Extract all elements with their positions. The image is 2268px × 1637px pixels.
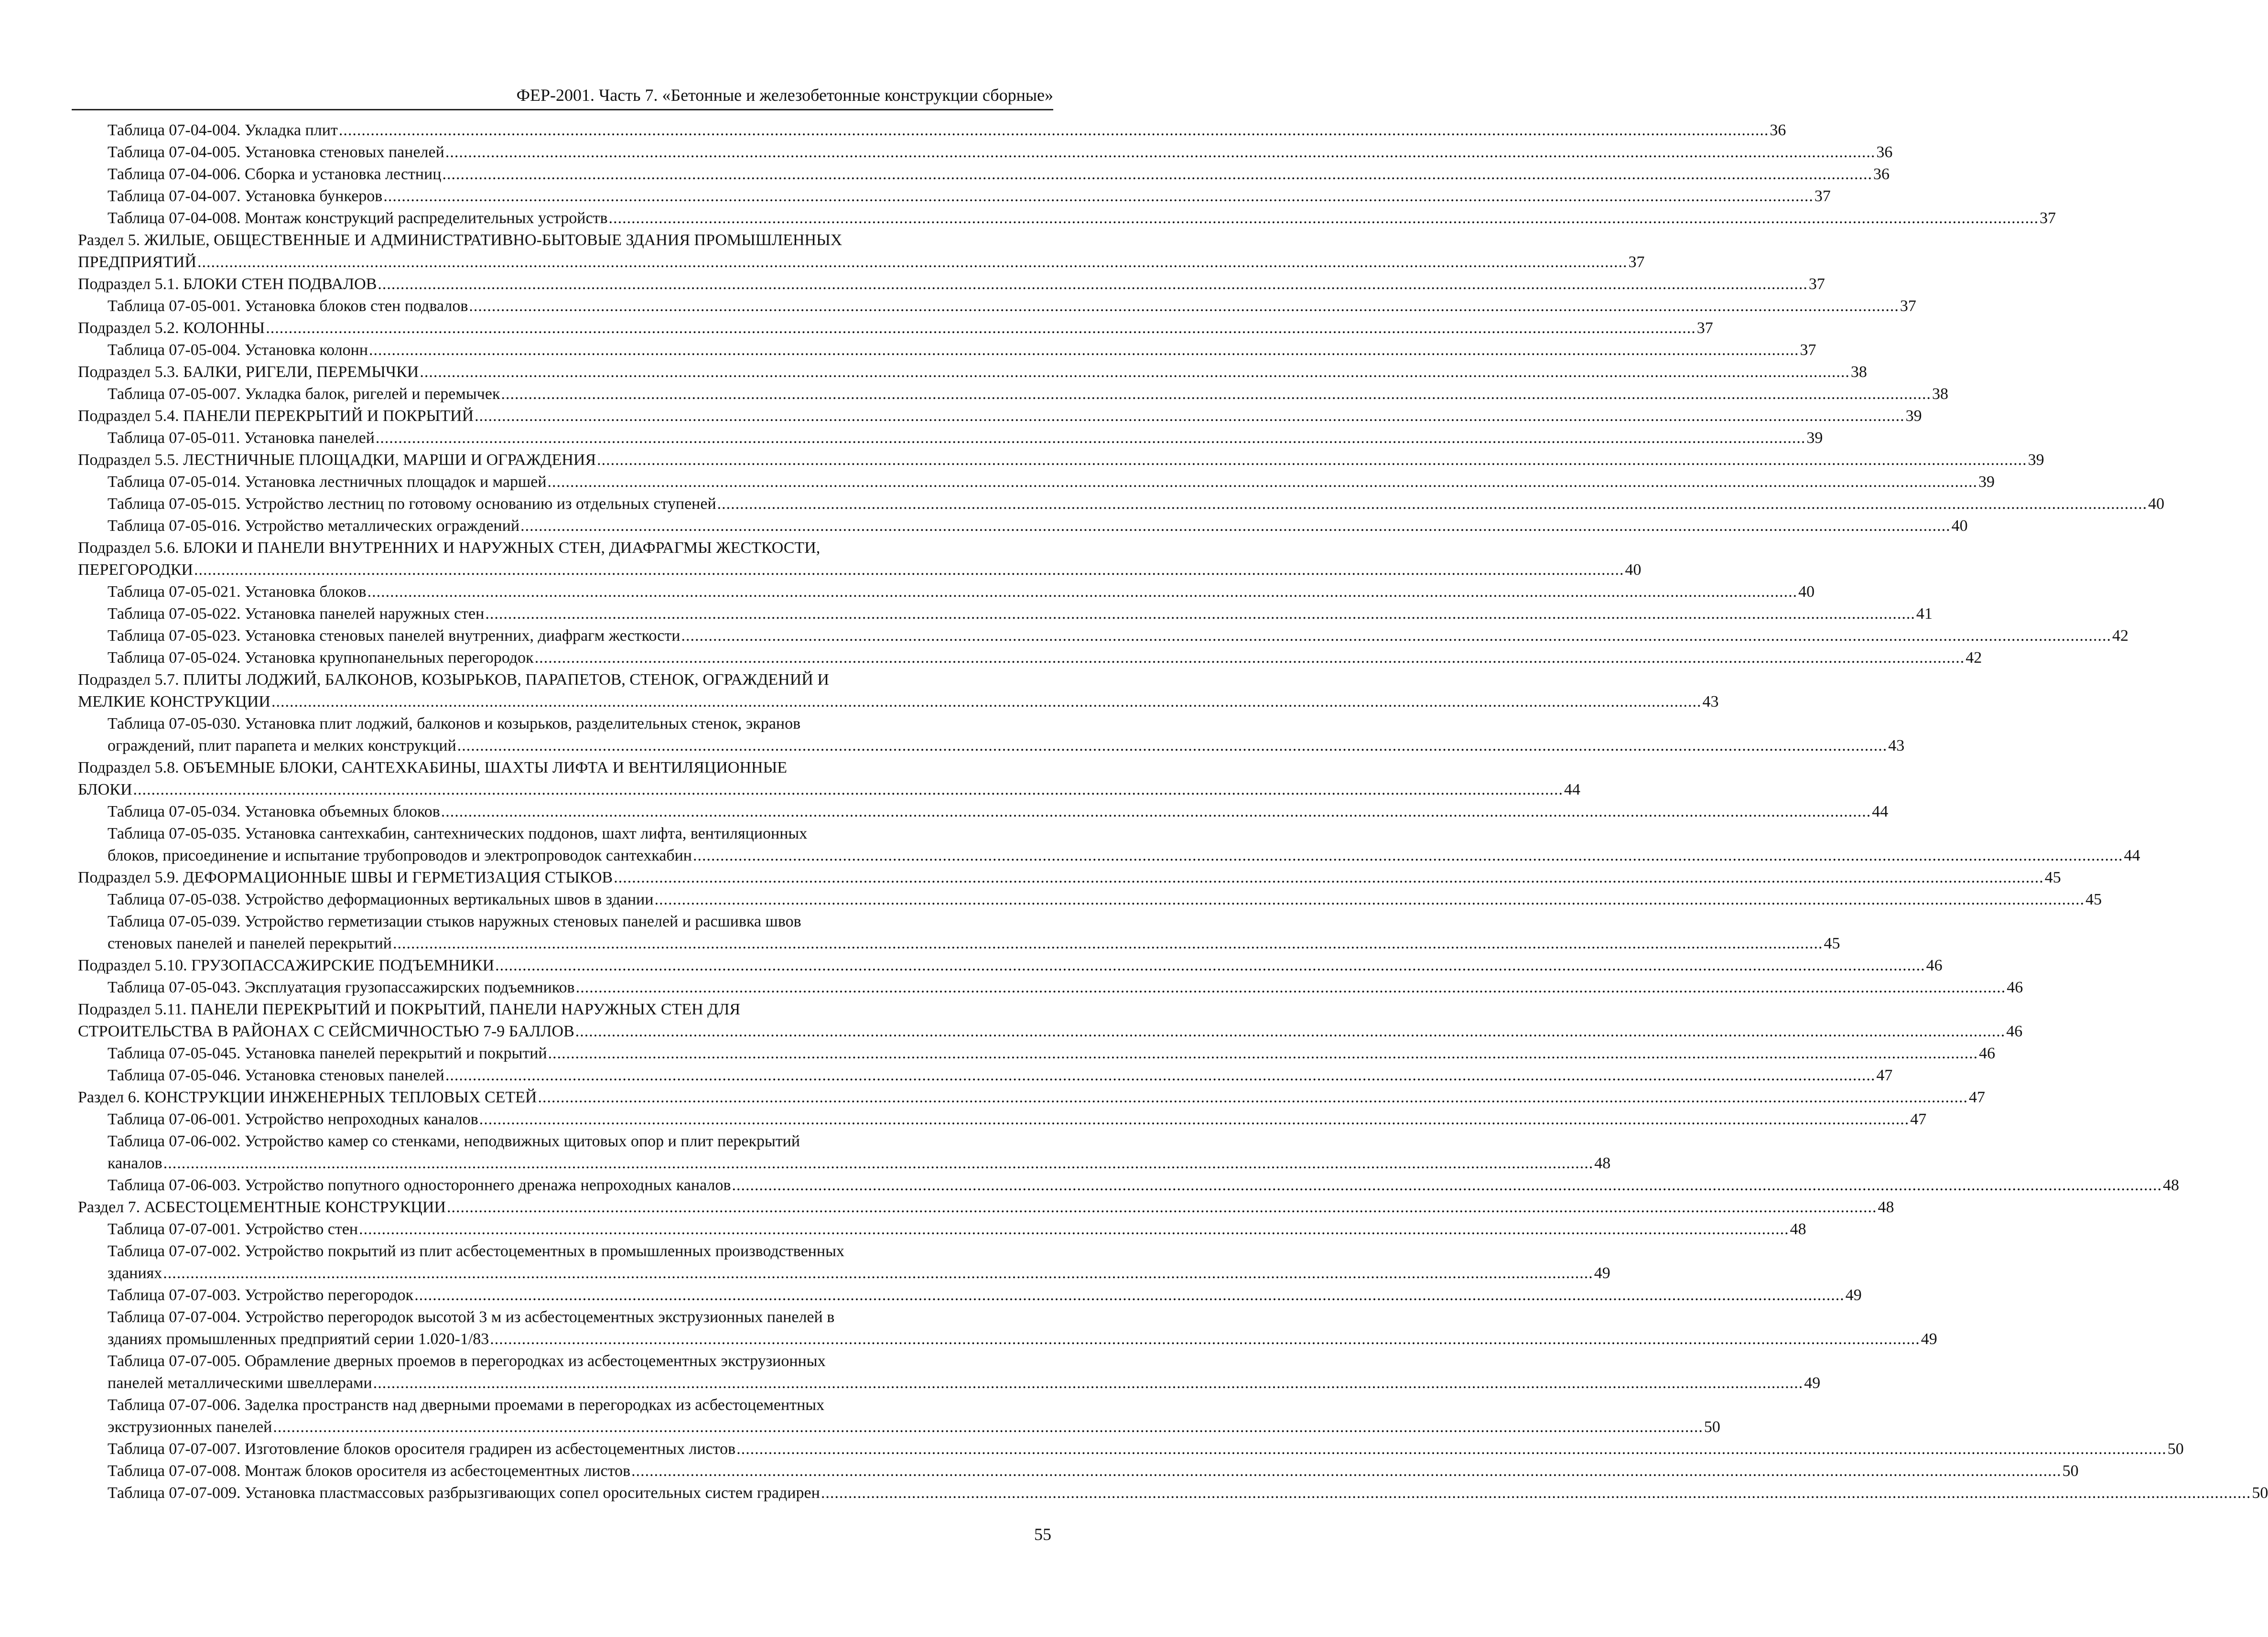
dot-leader	[548, 471, 1978, 493]
dot-leader	[614, 867, 2044, 889]
toc-table-entry	[108, 625, 2128, 647]
toc-entry-line	[78, 1021, 2023, 1043]
dot-leader	[369, 339, 1799, 361]
toc-entry-line	[108, 427, 1823, 449]
running-header-text: ФЕР-2001. Часть 7. «Бетонные и железобетонные конструкции сборные»	[516, 86, 1053, 105]
toc-entry-page: 47	[1910, 1110, 1927, 1128]
toc-entry-page: 46	[1979, 1045, 1996, 1062]
toc-table-entry	[108, 141, 1893, 163]
dot-leader	[548, 1043, 1978, 1065]
toc-section-entry	[78, 449, 2044, 471]
toc-entry-page: 49	[1921, 1330, 1937, 1348]
toc-table-entry	[108, 471, 1995, 493]
toc-entry-page: 36	[1873, 165, 1890, 183]
toc-section-entry	[78, 317, 1713, 339]
toc-entry-title: Таблица 07-05-038. Устройство деформационных вертикальных швов в здании	[108, 891, 654, 908]
dot-leader	[163, 1152, 1594, 1174]
dot-leader	[273, 1416, 1703, 1438]
toc-entry-line	[108, 603, 1933, 625]
toc-entry-line	[108, 1416, 1720, 1438]
toc-entry-line	[108, 295, 1916, 317]
toc-entry-title: Таблица 07-05-015. Устройство лестниц по готовому основанию из отдельных ступеней	[108, 495, 716, 513]
dot-leader	[732, 1174, 2162, 1196]
toc-entry-title: Таблица 07-05-007. Укладка балок, ригелей и перемычек	[108, 385, 500, 403]
dot-leader	[479, 1109, 1910, 1131]
dot-leader	[717, 493, 2148, 515]
dot-leader	[457, 735, 1888, 757]
toc-entry-page: 44	[2124, 847, 2140, 864]
toc-table-entry	[108, 911, 1840, 955]
toc-table-entry	[108, 493, 2165, 515]
toc-entry-title: Таблица 07-05-024. Установка крупнопанельных перегородок	[108, 649, 534, 667]
dot-leader	[520, 515, 1951, 537]
dot-leader	[576, 977, 2006, 999]
toc-entry-title: Таблица 07-07-003. Устройство перегородок	[108, 1286, 414, 1304]
toc-table-entry	[108, 581, 1815, 603]
toc-entry-line	[78, 779, 1581, 801]
toc-entry-title-line: Таблица 07-07-005. Обрамление дверных проемов в перегородках из асбестоцементных экструзионных	[108, 1352, 826, 1370]
toc-entry-page: 43	[1702, 693, 1719, 711]
dot-leader	[441, 801, 1871, 823]
toc-entry-line	[78, 449, 2044, 471]
toc-entry-title: Таблица 07-04-008. Монтаж конструкций распределительных устройств	[108, 209, 608, 227]
toc-table-entry	[108, 383, 1948, 405]
toc-table-entry	[108, 647, 1982, 669]
toc-entry-line	[108, 1174, 2180, 1196]
dot-leader	[266, 317, 1696, 339]
toc-entry-page: 37	[2040, 209, 2056, 227]
toc-table-entry	[108, 801, 1889, 823]
toc-table-entry	[108, 1109, 1927, 1131]
toc-table-entry	[108, 1284, 1862, 1306]
toc-entry-page: 37	[1628, 253, 1645, 271]
dot-leader	[495, 955, 1925, 977]
toc-entry-page: 39	[2028, 451, 2044, 469]
toc-entry-line	[108, 141, 1893, 163]
toc-entry-line	[108, 493, 2165, 515]
toc-entry-title-line: Таблица 07-07-002. Устройство покрытий из плит асбестоцементных в промышленных производственных	[108, 1242, 844, 1260]
toc-entry-line	[108, 185, 1831, 207]
toc-entry-page: 47	[1876, 1066, 1893, 1084]
toc-entry-line	[108, 207, 2056, 229]
toc-entry-line	[108, 845, 2140, 867]
toc-section-entry	[78, 1196, 1894, 1218]
toc-entry-title-line: Подраздел 5.8. ОБЪЕМНЫЕ БЛОКИ, САНТЕХКАБИНЫ, ШАХТЫ ЛИФТА И ВЕНТИЛЯЦИОННЫЕ	[78, 759, 787, 776]
dot-leader	[445, 1065, 1876, 1087]
toc-entry-title: блоков, присоединение и испытание трубопроводов и электропроводок сантехкабин	[108, 847, 692, 864]
toc-entry-page: 44	[1564, 781, 1581, 798]
toc-entry-line	[108, 1482, 2268, 1504]
dot-leader	[194, 559, 1624, 581]
dot-leader	[339, 119, 1769, 141]
toc-entry-title: Подраздел 5.5. ЛЕСТНИЧНЫЕ ПЛОЩАДКИ, МАРШИ И ОГРАЖДЕНИЯ	[78, 451, 596, 469]
toc-section-entry	[78, 405, 1922, 427]
toc-entry-page: 40	[1798, 583, 1815, 601]
toc-entry-title-line: Подраздел 5.6. БЛОКИ И ПАНЕЛИ ВНУТРЕННИХ И НАРУЖНЫХ СТЕН, ДИАФРАГМЫ ЖЕСТКОСТИ,	[78, 539, 821, 557]
toc-entry-line	[108, 1438, 2184, 1460]
toc-table-entry	[108, 1174, 2180, 1196]
toc-entry-page: 44	[1872, 803, 1889, 820]
toc-entry-line	[108, 119, 1786, 141]
dot-leader	[367, 581, 1798, 603]
toc-section-entry	[78, 867, 2061, 889]
toc-table-entry	[108, 889, 2102, 911]
dot-leader	[442, 163, 1872, 185]
toc-table-entry	[108, 163, 1890, 185]
toc-entry-title: Таблица 07-05-045. Установка панелей перекрытий и покрытий	[108, 1045, 547, 1062]
toc-table-entry	[108, 339, 1816, 361]
toc-entry-title: ПРЕДПРИЯТИЙ	[78, 253, 196, 271]
toc-entry-line	[78, 251, 1645, 273]
toc-table-entry	[108, 1131, 1611, 1174]
toc-section-entry	[78, 757, 1581, 801]
toc-entry-line	[108, 1460, 2079, 1482]
toc-entry-page: 37	[1800, 341, 1816, 359]
toc-entry-line	[78, 273, 1825, 295]
toc-entry-title: Таблица 07-04-007. Установка бункеров	[108, 187, 383, 205]
toc-entry-title-line: Раздел 5. ЖИЛЫЕ, ОБЩЕСТВЕННЫЕ И АДМИНИСТРАТИВНО-БЫТОВЫЕ ЗДАНИЯ ПРОМЫШЛЕННЫХ	[78, 231, 842, 249]
toc-entry-title: ограждений, плит парапета и мелких конструкций	[108, 737, 456, 754]
toc-entry-page: 48	[1790, 1220, 1806, 1238]
toc-entry-page: 50	[2252, 1484, 2268, 1502]
dot-leader	[609, 207, 2039, 229]
toc-entry-page: 46	[2007, 979, 2023, 996]
toc-entry-title: Таблица 07-05-023. Установка стеновых панелей внутренних, диафрагм жесткости	[108, 627, 680, 645]
toc-section-entry	[78, 999, 2023, 1043]
toc-entry-page: 41	[1916, 605, 1933, 623]
dot-leader	[535, 647, 1965, 669]
toc-entry-page: 46	[2006, 1023, 2023, 1040]
toc-entry-line	[108, 933, 1840, 955]
toc-entry-title: Таблица 07-05-043. Эксплуатация грузопассажирских подъемников	[108, 979, 575, 996]
dot-leader	[693, 845, 2123, 867]
toc-table-entry	[108, 1460, 2079, 1482]
toc-entry-page: 39	[1978, 473, 1995, 491]
toc-entry-line	[78, 1087, 1985, 1109]
toc-entry-title: ПЕРЕГОРОДКИ	[78, 561, 193, 579]
toc-entry-title-line: Таблица 07-07-006. Заделка пространств над дверными проемами в перегородках из асбестоцементных	[108, 1396, 825, 1414]
toc-entry-title: Таблица 07-05-014. Установка лестничных площадок и маршей	[108, 473, 547, 491]
toc-entry-title: Таблица 07-06-003. Устройство попутного одностороннего дренажа непроходных каналов	[108, 1176, 731, 1194]
toc-entry-line	[78, 559, 1642, 581]
toc-entry-line	[108, 471, 1995, 493]
table-of-contents	[78, 119, 2268, 1504]
toc-table-entry	[108, 515, 1968, 537]
toc-table-entry	[108, 1482, 2268, 1504]
toc-section-entry	[78, 273, 1825, 295]
toc-section-entry	[78, 229, 1645, 273]
dot-leader	[681, 625, 2111, 647]
toc-entry-line	[108, 339, 1816, 361]
toc-entry-line	[78, 867, 2061, 889]
toc-entry-title-line: Подраздел 5.7. ПЛИТЫ ЛОДЖИЙ, БАЛКОНОВ, КОЗЫРЬКОВ, ПАРАПЕТОВ, СТЕНОК, ОГРАЖДЕНИЙ И	[78, 671, 829, 689]
toc-entry-title: Таблица 07-07-001. Устройство стен	[108, 1220, 358, 1238]
toc-entry-title-line: Таблица 07-06-002. Устройство камер со стенками, неподвижных щитовых опор и плит перекрытий	[108, 1132, 800, 1150]
toc-table-entry	[108, 823, 2140, 867]
dot-leader	[359, 1218, 1789, 1240]
dot-leader	[597, 449, 2027, 471]
toc-entry-title: Таблица 07-05-016. Устройство металлических ограждений	[108, 517, 520, 535]
toc-entry-line	[108, 1218, 1806, 1240]
toc-entry-page: 39	[1806, 429, 1823, 447]
page-number: 55	[1034, 1525, 1051, 1544]
toc-entry-page: 46	[1926, 957, 1943, 974]
toc-section-entry	[78, 361, 1867, 383]
toc-entry-line	[108, 977, 2023, 999]
toc-entry-title: каналов	[108, 1154, 162, 1172]
toc-entry-page: 49	[1845, 1286, 1862, 1304]
toc-entry-line	[108, 889, 2102, 911]
dot-leader	[538, 1087, 1968, 1109]
toc-entry-page: 38	[1932, 385, 1948, 403]
toc-section-entry	[78, 537, 1642, 581]
toc-table-entry	[108, 1240, 1610, 1284]
toc-entry-title: Таблица 07-05-011. Установка панелей	[108, 429, 375, 447]
toc-entry-title: Таблица 07-07-008. Монтаж блоков оросителя из асбестоцементных листов	[108, 1462, 631, 1480]
toc-entry-page: 36	[1876, 143, 1893, 161]
toc-entry-title-line: Таблица 07-05-030. Установка плит лоджий, балконов и козырьков, разделительных стенок, экранов	[108, 715, 801, 732]
toc-entry-page: 50	[1704, 1418, 1720, 1436]
toc-entry-title: Таблица 07-05-034. Установка объемных блоков	[108, 803, 440, 820]
toc-entry-line	[108, 1262, 1610, 1284]
toc-entry-title: Таблица 07-07-007. Изготовление блоков оросителя градирен из асбестоцементных листов	[108, 1440, 736, 1458]
toc-entry-title: Подраздел 5.9. ДЕФОРМАЦИОННЫЕ ШВЫ И ГЕРМЕТИЗАЦИЯ СТЫКОВ	[78, 869, 613, 886]
toc-entry-line	[108, 735, 1905, 757]
toc-entry-line	[108, 1372, 1821, 1394]
dot-leader	[420, 361, 1850, 383]
toc-entry-page: 48	[1878, 1198, 1894, 1216]
toc-entry-title: Раздел 6. КОНСТРУКЦИИ ИНЖЕНЕРНЫХ ТЕПЛОВЫХ СЕТЕЙ	[78, 1088, 537, 1106]
toc-table-entry	[108, 1306, 1937, 1350]
dot-leader	[383, 185, 1814, 207]
toc-entry-page: 42	[2112, 627, 2128, 645]
toc-table-entry	[108, 603, 1933, 625]
toc-entry-title-line: Таблица 07-05-039. Устройство герметизации стыков наружных стеновых панелей и расшивка швов	[108, 913, 801, 930]
dot-leader	[414, 1284, 1845, 1306]
toc-entry-title: Таблица 07-04-005. Установка стеновых панелей	[108, 143, 444, 161]
toc-table-entry	[108, 1218, 1806, 1240]
toc-entry-page: 36	[1770, 121, 1786, 139]
toc-table-entry	[108, 295, 1916, 317]
toc-section-entry	[78, 1087, 1985, 1109]
dot-leader	[485, 603, 1915, 625]
toc-entry-line	[108, 625, 2128, 647]
toc-entry-page: 40	[1625, 561, 1642, 579]
toc-entry-title: Таблица 07-05-001. Установка блоков стен подвалов	[108, 297, 468, 315]
toc-entry-page: 43	[1888, 737, 1905, 754]
dot-leader	[736, 1438, 2167, 1460]
toc-entry-line	[108, 1043, 1996, 1065]
toc-entry-page: 40	[1951, 517, 1968, 535]
toc-entry-title: панелей металлическими швеллерами	[108, 1374, 372, 1392]
toc-entry-page: 48	[1594, 1154, 1611, 1172]
toc-entry-page: 50	[2167, 1440, 2184, 1458]
toc-entry-page: 38	[1850, 363, 1867, 381]
toc-entry-page: 39	[1905, 407, 1922, 425]
toc-entry-line	[78, 955, 1943, 977]
toc-entry-title: зданиях промышленных предприятий серии 1.020-1/83	[108, 1330, 489, 1348]
dot-leader	[655, 889, 2085, 911]
running-header	[72, 75, 1053, 110]
toc-entry-title-line: Таблица 07-05-035. Установка сантехкабин, сантехнических поддонов, шахт лифта, вентиляционных	[108, 825, 808, 842]
toc-entry-line	[108, 163, 1890, 185]
dot-leader	[163, 1262, 1593, 1284]
dot-leader	[631, 1460, 2062, 1482]
toc-entry-line	[78, 691, 1719, 713]
toc-table-entry	[108, 1043, 1996, 1065]
toc-entry-page: 47	[1968, 1088, 1985, 1106]
toc-entry-line	[108, 1065, 1893, 1087]
toc-entry-line	[108, 1152, 1611, 1174]
dot-leader	[271, 691, 1702, 713]
dot-leader	[393, 933, 1823, 955]
toc-entry-title: Подраздел 5.1. БЛОКИ СТЕН ПОДВАЛОВ	[78, 275, 377, 293]
toc-entry-page: 49	[1804, 1374, 1821, 1392]
toc-entry-page: 48	[2163, 1176, 2180, 1194]
toc-entry-page: 42	[1966, 649, 1982, 667]
toc-entry-page: 40	[2148, 495, 2165, 513]
dot-leader	[445, 141, 1876, 163]
toc-entry-title-line: Подраздел 5.11. ПАНЕЛИ ПЕРЕКРЫТИЙ И ПОКРЫТИЙ, ПАНЕЛИ НАРУЖНЫХ СТЕН ДЛЯ	[78, 1001, 741, 1018]
toc-entry-title: Таблица 07-06-001. Устройство непроходных каналов	[108, 1110, 478, 1128]
toc-entry-page: 45	[2044, 869, 2061, 886]
toc-entry-title: Таблица 07-05-004. Установка колонн	[108, 341, 368, 359]
toc-entry-title: Подраздел 5.3. БАЛКИ, РИГЕЛИ, ПЕРЕМЫЧКИ	[78, 363, 419, 381]
toc-entry-page: 37	[1814, 187, 1831, 205]
toc-table-entry	[108, 713, 1905, 757]
toc-table-entry	[108, 185, 1831, 207]
toc-entry-page: 37	[1808, 275, 1825, 293]
toc-entry-title: МЕЛКИЕ КОНСТРУКЦИИ	[78, 693, 270, 711]
dot-leader	[447, 1196, 1877, 1218]
toc-section-entry	[78, 955, 1943, 977]
toc-entry-page: 45	[2085, 891, 2102, 908]
toc-entry-line	[108, 383, 1948, 405]
dot-leader	[469, 295, 1899, 317]
dot-leader	[376, 427, 1806, 449]
toc-entry-page: 37	[1900, 297, 1916, 315]
toc-entry-title-line: Таблица 07-07-004. Устройство перегородок высотой 3 м из асбестоцементных экструзионных панелей в	[108, 1308, 835, 1326]
toc-entry-line	[108, 1109, 1927, 1131]
toc-entry-line	[108, 581, 1815, 603]
toc-entry-title: Подраздел 5.2. КОЛОННЫ	[78, 319, 265, 337]
dot-leader	[373, 1372, 1804, 1394]
toc-table-entry	[108, 1438, 2184, 1460]
toc-entry-page: 37	[1696, 319, 1713, 337]
toc-entry-line	[108, 515, 1968, 537]
toc-table-entry	[108, 1394, 1720, 1438]
toc-table-entry	[108, 1350, 1821, 1394]
toc-entry-title: зданиях	[108, 1264, 162, 1282]
toc-entry-line	[78, 1196, 1894, 1218]
toc-entry-title: Таблица 07-04-006. Сборка и установка лестниц	[108, 165, 442, 183]
toc-table-entry	[108, 1065, 1893, 1087]
dot-leader	[490, 1328, 1920, 1350]
toc-entry-title: экструзионных панелей	[108, 1418, 272, 1436]
toc-entry-title: Таблица 07-07-009. Установка пластмассовых разбрызгивающих сопел оросительных систем градирен	[108, 1484, 820, 1502]
toc-entry-title: стеновых панелей и панелей перекрытий	[108, 935, 392, 952]
dot-leader	[378, 273, 1808, 295]
toc-entry-title: Таблица 07-05-021. Установка блоков	[108, 583, 367, 601]
toc-entry-line	[108, 647, 1982, 669]
toc-entry-title: Подраздел 5.10. ГРУЗОПАССАЖИРСКИЕ ПОДЪЕМНИКИ	[78, 957, 495, 974]
dot-leader	[475, 405, 1905, 427]
toc-entry-line	[78, 405, 1922, 427]
toc-entry-line	[108, 801, 1889, 823]
dot-leader	[821, 1482, 2251, 1504]
toc-entry-title: Подраздел 5.4. ПАНЕЛИ ПЕРЕКРЫТИЙ И ПОКРЫТИЙ	[78, 407, 474, 425]
toc-entry-title: Таблица 07-04-004. Укладка плит	[108, 121, 338, 139]
dot-leader	[575, 1021, 2006, 1043]
toc-entry-line	[108, 1328, 1937, 1350]
toc-entry-page: 45	[1824, 935, 1840, 952]
toc-entry-title: СТРОИТЕЛЬСТВА В РАЙОНАХ С СЕЙСМИЧНОСТЬЮ 7-9 БАЛЛОВ	[78, 1023, 574, 1040]
dot-leader	[197, 251, 1628, 273]
toc-table-entry	[108, 207, 2056, 229]
toc-entry-title: Раздел 7. АСБЕСТОЦЕМЕНТНЫЕ КОНСТРУКЦИИ	[78, 1198, 446, 1216]
toc-entry-line	[78, 361, 1867, 383]
toc-entry-line	[78, 317, 1713, 339]
toc-entry-page: 50	[2062, 1462, 2079, 1480]
toc-table-entry	[108, 119, 1786, 141]
toc-table-entry	[108, 427, 1823, 449]
toc-entry-line	[108, 1284, 1862, 1306]
dot-leader	[133, 779, 1564, 801]
toc-entry-title: Таблица 07-05-022. Установка панелей наружных стен	[108, 605, 485, 623]
dot-leader	[501, 383, 1931, 405]
toc-section-entry	[78, 669, 1719, 713]
toc-entry-title: БЛОКИ	[78, 781, 132, 798]
toc-table-entry	[108, 977, 2023, 999]
toc-entry-page: 49	[1594, 1264, 1610, 1282]
toc-entry-title: Таблица 07-05-046. Установка стеновых панелей	[108, 1066, 444, 1084]
